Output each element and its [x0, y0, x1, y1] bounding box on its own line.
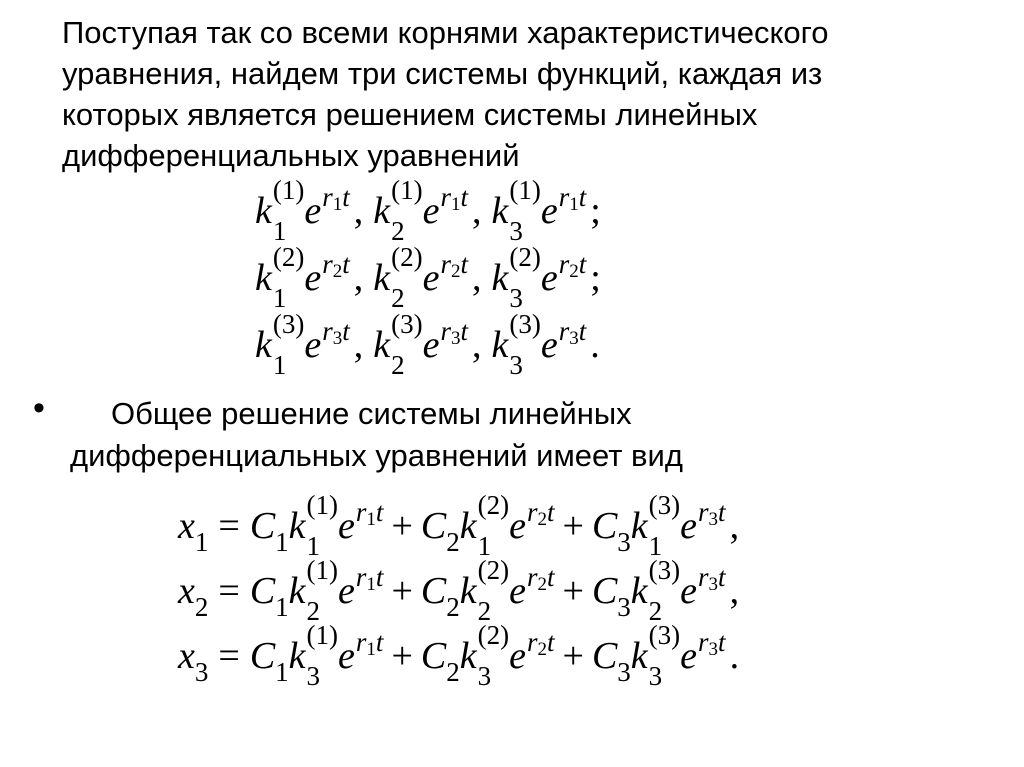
k-indices	[272, 175, 305, 247]
k-superscript: (2)	[391, 242, 423, 272]
e-symbol: e	[304, 256, 322, 299]
k-subscript: 1	[272, 216, 287, 247]
k-superscript: (3)	[648, 620, 681, 650]
coefficient	[249, 569, 289, 622]
exponent	[698, 561, 726, 595]
e-symbol: e	[304, 189, 322, 232]
comma: ,	[353, 323, 364, 366]
k-superscript: (3)	[509, 309, 541, 339]
e-symbol: e	[509, 504, 526, 547]
r-symbol: r	[440, 315, 452, 346]
exponent	[558, 315, 587, 349]
exponent	[698, 626, 726, 660]
solution-row	[178, 620, 740, 692]
x-subscript: 2	[194, 591, 209, 622]
e-symbol: e	[540, 189, 558, 232]
c-symbol: C	[591, 504, 618, 547]
r-symbol: r	[526, 561, 538, 592]
exponent	[440, 315, 469, 349]
k-subscript: 2	[648, 596, 663, 627]
k-superscript: (2)	[509, 242, 541, 272]
k-symbol: k	[459, 504, 477, 547]
k-subscript: 2	[477, 596, 492, 627]
k-exp-term	[255, 309, 350, 381]
k-exp-term	[630, 620, 726, 692]
t-symbol: t	[718, 626, 726, 657]
x-subscript: 3	[194, 656, 209, 687]
r-symbol: r	[355, 496, 367, 527]
k-subscript: 3	[306, 661, 321, 692]
r-symbol: r	[440, 181, 452, 212]
k-indices	[306, 555, 339, 627]
e-symbol: e	[540, 323, 558, 366]
k-symbol: k	[491, 256, 509, 299]
r-subscript: 3	[708, 508, 719, 530]
r-symbol: r	[558, 248, 570, 279]
c-symbol: C	[420, 504, 447, 547]
c-symbol: C	[249, 569, 276, 612]
bullet-icon: •	[33, 389, 45, 427]
intro-line: Поступая так со всеми корнями характеристического	[62, 15, 829, 50]
e-symbol: e	[680, 569, 698, 612]
coefficient	[420, 504, 460, 557]
c-subscript: 1	[275, 526, 289, 557]
r-subscript: 1	[366, 638, 376, 660]
r-symbol: r	[558, 181, 570, 212]
r-symbol: r	[526, 496, 538, 527]
r-subscript: 2	[332, 260, 343, 282]
k-indices	[306, 490, 339, 562]
coefficient	[249, 634, 289, 687]
t-symbol: t	[375, 496, 384, 527]
r-symbol: r	[322, 248, 333, 279]
exponent	[526, 496, 555, 530]
k-indices	[648, 620, 681, 692]
r-subscript: 3	[332, 327, 343, 349]
k-superscript: (3)	[648, 490, 681, 520]
k-exp-term	[255, 242, 350, 314]
plus-sign: +	[391, 569, 413, 612]
r-symbol: r	[526, 626, 538, 657]
coefficient	[591, 504, 631, 557]
e-symbol: e	[680, 504, 698, 547]
r-subscript: 3	[451, 327, 461, 349]
equals-sign: =	[218, 504, 240, 547]
k-subscript: 2	[391, 283, 405, 314]
k-symbol: k	[373, 189, 391, 232]
k-exp-term	[459, 620, 555, 692]
e-symbol: e	[304, 323, 322, 366]
solution-row	[178, 555, 740, 627]
r-subscript: 3	[708, 573, 719, 595]
e-symbol: e	[680, 634, 698, 677]
k-superscript: (2)	[477, 555, 510, 585]
exponent	[440, 248, 469, 282]
k-exp-term	[373, 309, 469, 381]
function-row	[255, 309, 600, 381]
r-subscript: 3	[708, 638, 719, 660]
exponent	[322, 181, 350, 215]
c-subscript: 3	[617, 526, 631, 557]
intro-line: дифференциальных уравнений	[62, 138, 520, 173]
r-subscript: 2	[537, 508, 547, 530]
plus-sign: +	[391, 634, 413, 677]
k-symbol: k	[255, 189, 272, 232]
k-symbol: k	[373, 323, 391, 366]
r-symbol: r	[698, 496, 709, 527]
exponent	[558, 181, 587, 215]
k-symbol: k	[459, 569, 477, 612]
k-exp-term	[630, 490, 726, 562]
k-indices	[509, 175, 541, 247]
k-exp-term	[373, 175, 469, 247]
k-indices	[306, 620, 339, 692]
k-superscript: (2)	[272, 242, 305, 272]
t-symbol: t	[460, 181, 469, 212]
t-symbol: t	[375, 561, 384, 592]
k-superscript: (1)	[391, 175, 423, 205]
c-subscript: 3	[617, 656, 631, 687]
k-symbol: k	[630, 634, 648, 677]
r-symbol: r	[698, 626, 709, 657]
k-subscript: 1	[648, 531, 663, 562]
k-superscript: (1)	[306, 555, 339, 585]
k-superscript: (1)	[306, 490, 339, 520]
k-exp-term	[491, 175, 587, 247]
plus-sign: +	[562, 569, 584, 612]
c-symbol: C	[420, 634, 447, 677]
exponent	[355, 496, 384, 530]
k-subscript: 2	[306, 596, 321, 627]
k-symbol: k	[630, 504, 648, 547]
k-subscript: 1	[306, 531, 321, 562]
t-symbol: t	[546, 496, 555, 527]
k-indices	[477, 555, 510, 627]
c-subscript: 2	[446, 656, 460, 687]
r-symbol: r	[440, 248, 452, 279]
k-subscript: 1	[477, 531, 492, 562]
general-line: Общее решение системы линейных	[111, 396, 632, 431]
r-subscript: 1	[366, 573, 376, 595]
c-subscript: 2	[446, 526, 460, 557]
r-subscript: 2	[451, 260, 461, 282]
k-exp-term	[288, 555, 384, 627]
k-exp-term	[288, 620, 384, 692]
r-symbol: r	[698, 561, 709, 592]
function-systems-formula	[255, 175, 775, 383]
k-indices	[391, 309, 423, 381]
x-symbol: x	[178, 634, 195, 677]
k-exp-term	[288, 490, 384, 562]
k-exp-term	[255, 175, 350, 247]
k-symbol: k	[373, 256, 391, 299]
exponent	[355, 561, 384, 595]
exponent	[558, 248, 587, 282]
general-solution-paragraph	[70, 393, 683, 477]
k-superscript: (1)	[306, 620, 339, 650]
k-symbol: k	[288, 504, 306, 547]
coefficient	[420, 569, 460, 622]
row-end: ,	[729, 504, 740, 547]
k-subscript: 3	[509, 350, 523, 381]
general-line: дифференциальных уравнений имеет вид	[70, 438, 683, 473]
coefficient	[420, 634, 460, 687]
c-symbol: C	[249, 504, 276, 547]
x-symbol: x	[178, 504, 195, 547]
k-indices	[272, 242, 305, 314]
k-symbol: k	[491, 323, 509, 366]
comma: ,	[353, 256, 364, 299]
k-indices	[509, 242, 541, 314]
t-symbol: t	[718, 496, 726, 527]
general-solution-formula	[178, 490, 878, 698]
k-symbol: k	[288, 569, 306, 612]
t-symbol: t	[718, 561, 726, 592]
k-superscript: (1)	[509, 175, 541, 205]
k-superscript: (3)	[391, 309, 423, 339]
r-subscript: 1	[569, 193, 579, 215]
coefficient	[249, 504, 289, 557]
equals-sign: =	[218, 569, 240, 612]
r-subscript: 2	[537, 638, 547, 660]
c-subscript: 1	[275, 656, 289, 687]
e-symbol: e	[338, 504, 355, 547]
e-symbol: e	[509, 634, 526, 677]
r-symbol: r	[355, 561, 367, 592]
r-symbol: r	[355, 626, 367, 657]
k-indices	[272, 309, 305, 381]
k-indices	[477, 490, 510, 562]
e-symbol: e	[338, 634, 355, 677]
k-superscript: (2)	[477, 620, 510, 650]
x-variable	[178, 569, 209, 622]
t-symbol: t	[342, 315, 350, 346]
k-subscript: 1	[272, 283, 287, 314]
t-symbol: t	[342, 248, 350, 279]
e-symbol: e	[422, 256, 440, 299]
k-exp-term	[373, 242, 469, 314]
k-indices	[391, 242, 423, 314]
solution-row	[178, 490, 740, 562]
row-end: .	[729, 634, 740, 677]
row-end: ;	[590, 189, 601, 232]
e-symbol: e	[422, 323, 440, 366]
k-indices	[648, 555, 681, 627]
k-subscript: 3	[477, 661, 492, 692]
k-superscript: (3)	[272, 309, 305, 339]
k-symbol: k	[630, 569, 648, 612]
row-end: ,	[729, 569, 740, 612]
k-indices	[509, 309, 541, 381]
function-row	[255, 175, 601, 247]
k-symbol: k	[288, 634, 306, 677]
k-symbol: k	[491, 189, 509, 232]
exponent	[322, 248, 350, 282]
r-subscript: 1	[332, 193, 343, 215]
t-symbol: t	[375, 626, 384, 657]
k-subscript: 2	[391, 216, 405, 247]
k-superscript: (1)	[272, 175, 305, 205]
exponent	[355, 626, 384, 660]
k-superscript: (3)	[648, 555, 681, 585]
r-subscript: 1	[366, 508, 376, 530]
k-indices	[477, 620, 510, 692]
row-end: .	[590, 323, 600, 366]
r-subscript: 3	[569, 327, 579, 349]
x-symbol: x	[178, 569, 195, 612]
t-symbol: t	[460, 248, 469, 279]
k-exp-term	[491, 309, 587, 381]
comma: ,	[472, 189, 482, 232]
c-symbol: C	[591, 569, 618, 612]
coefficient	[591, 569, 631, 622]
t-symbol: t	[546, 561, 555, 592]
exponent	[698, 496, 726, 530]
k-subscript: 2	[391, 350, 405, 381]
k-subscript: 3	[648, 661, 663, 692]
k-symbol: k	[255, 256, 272, 299]
r-symbol: r	[322, 315, 333, 346]
r-symbol: r	[558, 315, 570, 346]
k-subscript: 3	[509, 283, 523, 314]
exponent	[322, 315, 350, 349]
intro-line: которых является решением системы линейных	[62, 97, 758, 132]
k-subscript: 1	[272, 350, 287, 381]
k-exp-term	[630, 555, 726, 627]
e-symbol: e	[509, 569, 526, 612]
plus-sign: +	[562, 634, 584, 677]
exponent	[526, 561, 555, 595]
intro-line: уравнения, найдем три системы функций, каждая из	[62, 56, 823, 91]
equals-sign: =	[218, 634, 240, 677]
exponent	[440, 181, 469, 215]
x-variable	[178, 634, 209, 687]
c-symbol: C	[420, 569, 447, 612]
t-symbol: t	[546, 626, 555, 657]
row-end: ;	[590, 256, 601, 299]
c-symbol: C	[591, 634, 618, 677]
x-subscript: 1	[194, 526, 209, 557]
e-symbol: e	[338, 569, 355, 612]
t-symbol: t	[578, 181, 587, 212]
exponent	[526, 626, 555, 660]
k-exp-term	[459, 490, 555, 562]
coefficient	[591, 634, 631, 687]
r-subscript: 2	[569, 260, 579, 282]
t-symbol: t	[578, 315, 587, 346]
r-subscript: 2	[537, 573, 547, 595]
k-exp-term	[459, 555, 555, 627]
k-symbol: k	[459, 634, 477, 677]
k-subscript: 3	[509, 216, 523, 247]
k-indices	[648, 490, 681, 562]
function-row	[255, 242, 601, 314]
comma: ,	[353, 189, 364, 232]
comma: ,	[472, 256, 482, 299]
c-symbol: C	[249, 634, 276, 677]
plus-sign: +	[562, 504, 584, 547]
x-variable	[178, 504, 209, 557]
intro-paragraph	[62, 12, 828, 176]
t-symbol: t	[342, 181, 350, 212]
t-symbol: t	[578, 248, 587, 279]
plus-sign: +	[391, 504, 413, 547]
comma: ,	[472, 323, 482, 366]
c-subscript: 2	[446, 591, 460, 622]
k-superscript: (2)	[477, 490, 510, 520]
c-subscript: 1	[275, 591, 289, 622]
e-symbol: e	[422, 189, 440, 232]
e-symbol: e	[540, 256, 558, 299]
t-symbol: t	[460, 315, 469, 346]
k-exp-term	[491, 242, 587, 314]
r-subscript: 1	[451, 193, 461, 215]
k-symbol: k	[255, 323, 272, 366]
k-indices	[391, 175, 423, 247]
r-symbol: r	[322, 181, 333, 212]
c-subscript: 3	[617, 591, 631, 622]
